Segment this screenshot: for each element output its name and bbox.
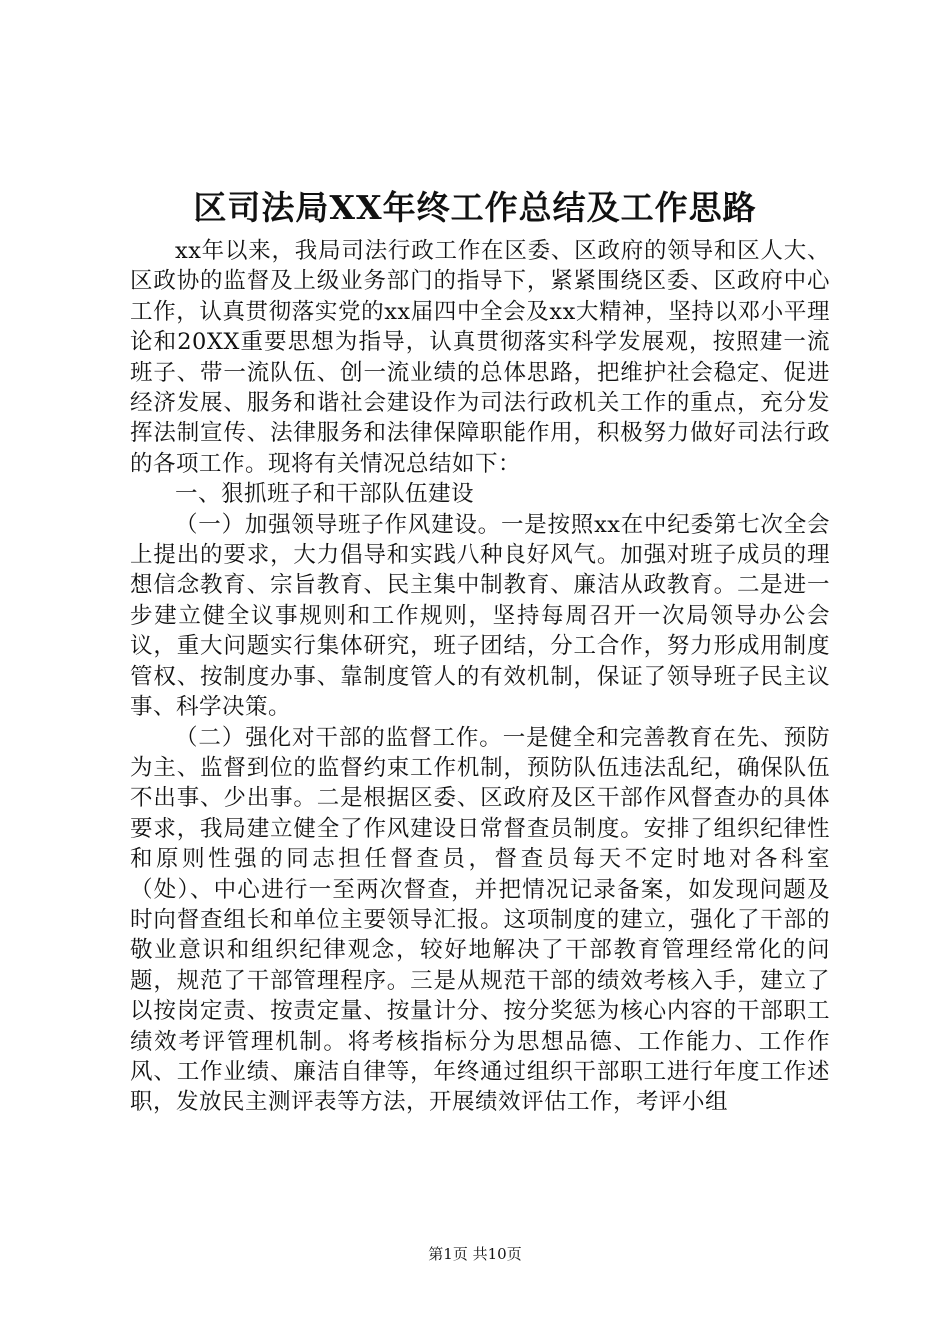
- document-title: 区司法局XX年终工作总结及工作思路: [193, 188, 757, 227]
- paragraph-intro: xx年以来，我局司法行政工作在区委、区政府的领导和区人大、区政协的监督及上级业务部门的指导下，紧紧围绕区委、区政府中心工作，认真贯彻落实党的xx届四中全会及xx大精神，坚持以邓小平理论和20XX重要思想为指导，认真贯彻落实科学发展观，按照建一流班子、带一流队伍、创一流业绩的总体思路，把维护社会稳定、促进经济发展、服务和谐社会建设作为司法行政机关工作的重点，充分发挥法制宣传、法律服务和法律保障职能作用，积极努力做好司法行政的各项工作。现将有关情况总结如下：: [130, 238, 830, 477]
- section-heading-1: 一、狠抓班子和干部队伍建设: [175, 481, 475, 508]
- paragraph-subsection-2: （二）强化对干部的监督工作。一是健全和完善教育在先、预防为主、监督到位的监督约束工作机制，预防队伍违法乱纪，确保队伍不出事、少出事。二是根据区委、区政府及区干部作风督查办的具体要求，我局建立健全了作风建设日常督查员制度。安排了组织纪律性和原则性强的同志担任督查员，督查员每天不定时地对各科室（处）、中心进行一至两次督查，并把情况记录备案，如发现问题及时向督查组长和单位主要领导汇报。这项制度的建立，强化了干部的敬业意识和组织纪律观念，较好地解决了干部教育管理经常化的问题，规范了干部管理程序。三是从规范干部的绩效考核入手，建立了以按岗定责、按责定量、按量计分、按分奖惩为核心内容的干部职工绩效考评管理机制。将考核指标分为思想品德、工作能力、工作作风、工作业绩、廉洁自律等，年终通过组织干部职工进行年度工作述职，发放民主测评表等方法，开展绩效评估工作，考评小组: [130, 724, 830, 1116]
- document-body: [130, 236, 830, 1118]
- page-number-footer: 第1页 共10页: [428, 1245, 522, 1263]
- paragraph-subsection-1: （一）加强领导班子作风建设。一是按照xx在中纪委第七次全会上提出的要求，大力倡导和实践八种良好风气。加强对班子成员的理想信念教育、宗旨教育、民主集中制教育、廉洁从政教育。二是进一步建立健全议事规则和工作规则，坚持每周召开一次局领导办公会议，重大问题实行集体研究，班子团结，分工合作，努力形成用制度管权、按制度办事、靠制度管人的有效机制，保证了领导班子民主议事、科学决策。: [130, 511, 830, 721]
